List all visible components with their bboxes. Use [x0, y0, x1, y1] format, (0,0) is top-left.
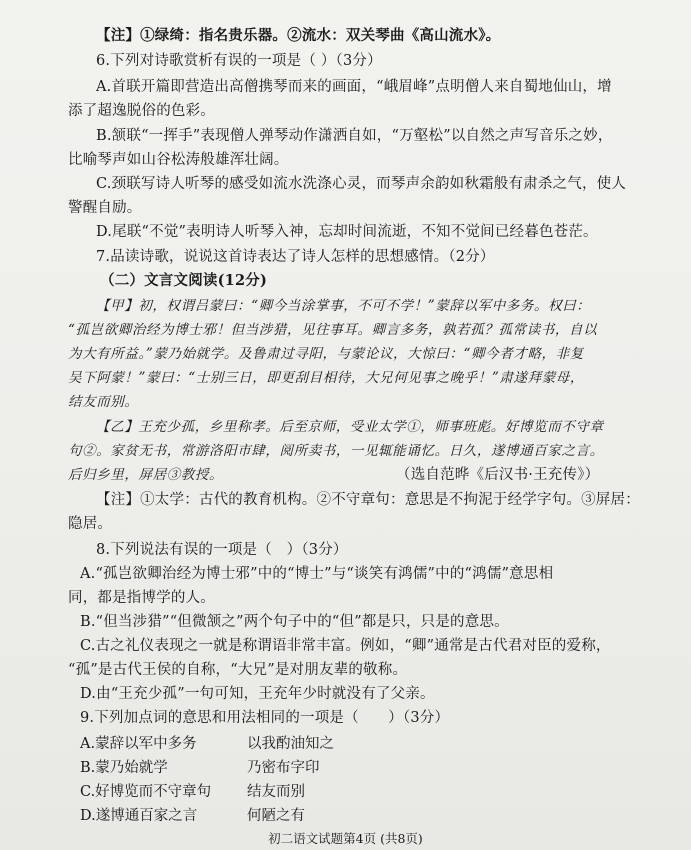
passage-jia-line3: 为大有所益。”蒙乃始就学。及鲁肃过寻阳，与蒙论议，大惊曰：“卿今者才略，非复: [68, 346, 584, 362]
passage-jia-line5: 结友而别。: [68, 394, 139, 410]
passage-yi-source: （选自范晔《后汉书·王充传》）: [396, 467, 600, 483]
q9-option-d-left: D.遂博通百家之言: [80, 808, 198, 824]
q6-option-a-line1: A.首联开篇即营造出高僧携琴而来的画面，“峨眉峰”点明僧人来自蜀地仙山，增: [96, 79, 612, 95]
q6-option-b-line2: 比喻琴声如山谷松涛般雄浑壮阔。: [68, 152, 289, 168]
q9-stem: 9.下列加点词的意思和用法相同的一项是（ ）（3分）: [80, 710, 450, 726]
passage-jia-line2: “孤岂欲卿治经为博士邪！但当涉猎，见往事耳。卿言多务，孰若孤？孤常读书，自以: [68, 322, 598, 338]
passage-yi-line1: 【乙】王充少孤，乡里称孝。后至京师，受业太学①，师事班彪。好博览而不守章: [96, 419, 604, 435]
q6-stem: 6.下列对诗歌赏析有误的一项是（ ）（3分）: [96, 53, 382, 69]
q6-option-c-line1: C.颈联写诗人听琴的感受如流水洗涤心灵，而琴声余韵如秋霜般有肃杀之气，使人: [96, 176, 627, 192]
q8-stem: 8.下列说法有误的一项是（ ）（3分）: [96, 542, 348, 558]
poem-note: 【注】①绿绮：指名贵乐器。②流水：双关琴曲《高山流水》。: [96, 27, 501, 44]
passage-note-line2: 隐居。: [68, 516, 113, 532]
passage-jia-line4: 吴下阿蒙！”蒙曰：“士别三日，即更刮目相待，大兄何见事之晚乎！”肃遂拜蒙母，: [68, 370, 585, 386]
q9-option-b-left: B.蒙乃始就学: [80, 760, 168, 776]
page-footer: 初二语文试题第4页 (共8页): [268, 831, 423, 846]
passage-yi-line3: 后归乡里，屏居③教授。: [68, 467, 224, 483]
q6-option-a-line2: 添了超逸脱俗的色彩。: [68, 103, 215, 119]
passage-jia-line1: 【甲】初，权谓吕蒙曰：“卿今当涂掌事，不可不学！”蒙辞以军中多务。权曰：: [96, 298, 591, 314]
q8-option-a-line1: A.“孤岂欲卿治经为博士邪”中的“博士”与“谈笑有鸿儒”中的“鸿儒”意思相: [80, 566, 554, 582]
q9-option-a-left: A.蒙辞以军中多务: [80, 736, 197, 752]
q8-option-c-line1: C.古之礼仪表现之一就是称谓语非常丰富。例如，“卿”通常是古代君对臣的爱称，: [80, 638, 611, 654]
passage-note-line1: 【注】①太学：古代的教育机构。②不守章句：意思是不拘泥于经学字句。③屏居：: [96, 492, 640, 508]
q9-option-c-left: C.好博览而不守章句: [80, 784, 212, 800]
q6-option-d: D.尾联“不觉”表明诗人听琴入神，忘却时间流逝，不知不觉间已经暮色苍茫。: [96, 224, 598, 240]
q8-option-a-line2: 同，都是指博学的人。: [68, 590, 215, 606]
q8-option-d: D.由“王充少孤”一句可知，王充年少时就没有了父亲。: [80, 686, 435, 702]
q6-option-c-line2: 警醒自励。: [68, 200, 142, 216]
passage-yi-line2: 句②。家贫无书，常游洛阳市肆，阅所卖书，一见辄能诵忆。日久，遂博通百家之言。: [68, 443, 604, 459]
q6-option-b-line1: B.颔联“一挥手”表现僧人弹琴动作潇洒自如，“万壑松”以自然之声写音乐之妙，: [96, 128, 613, 144]
q9-option-b-right: 乃密布字印: [247, 760, 320, 776]
q8-option-c-line2: “孤”是古代王侯的自称，“大兄”是对朋友辈的敬称。: [68, 662, 408, 678]
q9-option-d-right: 何陋之有: [247, 808, 305, 824]
q8-option-b: B.“但当涉猎”“但微颔之”两个句子中的“但”都是只，只是的意思。: [80, 614, 509, 630]
q9-option-c-right: 结友而别: [247, 784, 305, 800]
section-title-classical-chinese: （二）文言文阅读(12分): [100, 272, 267, 289]
q9-option-a-right: 以我酌油知之: [247, 736, 334, 752]
q7-stem: 7.品读诗歌，说说这首诗表达了诗人怎样的思想感情。（2分）: [96, 249, 495, 265]
